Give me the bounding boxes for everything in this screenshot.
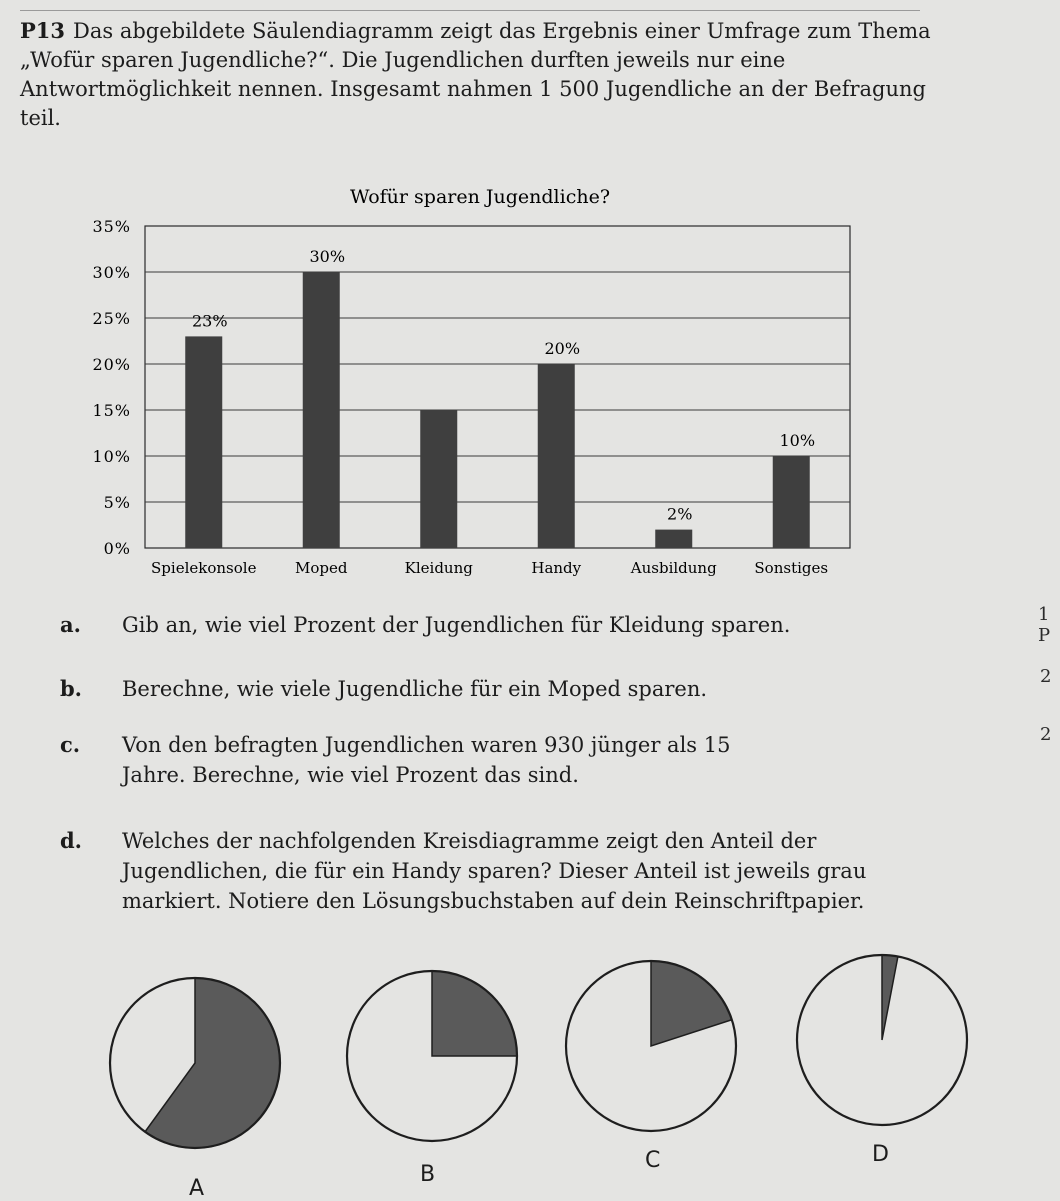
bar-spielekonsole [185,336,222,548]
chart-title: Wofür sparen Jugendliche? [349,186,611,208]
bar-sonstiges [773,456,810,548]
task-c [60,730,740,790]
pie-label-c: C [645,1148,661,1173]
bar-moped [303,272,340,548]
task-c-label: c. [60,732,81,757]
bar-handy [538,364,575,548]
bar-ausbildung [655,530,692,548]
problem-text: Das abgebildete Säulendiagramm zeigt das Ergebnis einer Umfrage zum Thema „Wofür sparen Jugendliche?“. Die Jugendlichen durften jeweils nur eine Antwortmöglichkeit nennen. Insgesamt nahmen 1 500 Jugendliche an der Befragung teil. [20,19,931,130]
y-tick-label: 5% [103,493,131,512]
x-category-label: Sonstiges [754,559,829,577]
y-tick-label: 0% [103,539,131,558]
plot-frame [145,226,850,548]
task-d-label: d. [60,828,82,853]
task-c-text: Von den befragten Jugendlichen waren 930 jünger als 15 Jahre. Berechne, wie viel Prozent das sind. [122,733,731,787]
task-a-points: 1 P [1038,604,1051,646]
task-c-points: 2 [1040,724,1052,745]
data-label: 10% [779,431,816,450]
x-category-label: Ausbildung [630,559,717,577]
pie-d-shaded-slice [882,955,898,1040]
problem-intro [20,16,950,133]
pie-chart-b [344,968,520,1144]
task-d-text: Welches der nachfolgenden Kreisdiagramme zeigt den Anteil der Jugendlichen, die für ein Handy sparen? Dieser Anteil ist jeweils grau markiert. Notiere den Lösungsbuchstaben auf dein Reinschriftpapier. [122,829,867,913]
bar-kleidung [420,410,457,548]
task-a-label: a. [60,612,81,637]
y-tick-label: 15% [92,401,131,420]
bar-chart [60,176,880,596]
data-label: 30% [309,247,346,266]
pie-chart-c [563,958,739,1134]
pie-c-shaded-slice [651,961,732,1046]
y-tick-label: 10% [92,447,131,466]
pie-label-a: A [189,1176,205,1201]
y-tick-label: 25% [92,309,131,328]
pie-a-shaded-slice [145,978,280,1148]
task-d [60,826,940,916]
pie-chart-a [107,975,283,1151]
y-tick-label: 30% [92,263,131,282]
x-category-label: Kleidung [404,559,473,577]
task-b [60,674,1000,704]
top-rule [20,10,920,11]
pie-label-d: D [872,1142,889,1167]
x-category-label: Moped [295,559,348,577]
task-b-points: 2 [1040,666,1052,687]
y-tick-label: 35% [92,217,131,236]
y-tick-label: 20% [92,355,131,374]
data-label: 2% [667,504,693,524]
pie-b-shaded-slice [432,971,517,1056]
x-category-label: Handy [531,559,582,577]
task-b-text: Berechne, wie viele Jugendliche für ein Moped sparen. [122,677,708,701]
x-category-label: Spielekonsole [151,559,257,577]
pie-label-b: B [420,1162,436,1187]
data-label: 23% [191,311,228,331]
task-a [60,610,1000,640]
task-b-label: b. [60,676,82,701]
task-a-text: Gib an, wie viel Prozent der Jugendlichen für Kleidung sparen. [122,613,791,637]
data-label: 20% [544,339,581,358]
pie-chart-d [794,952,970,1128]
problem-number: P13 [20,18,66,43]
